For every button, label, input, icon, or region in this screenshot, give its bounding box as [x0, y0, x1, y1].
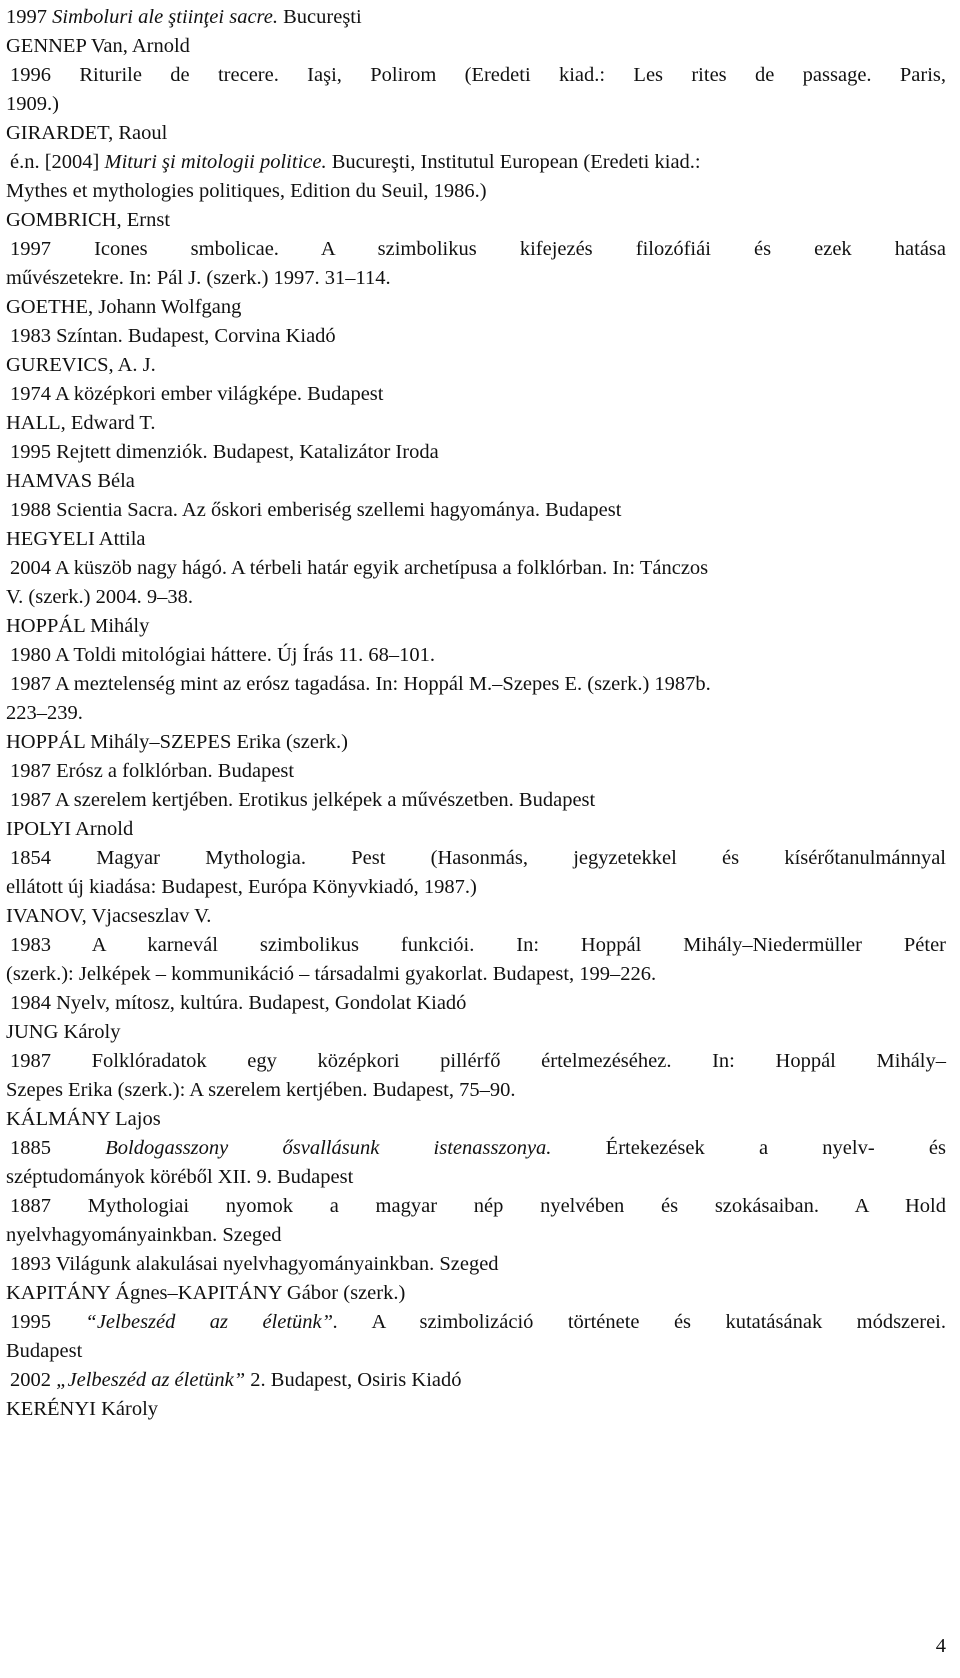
bib-entry-line: [6, 380, 956, 409]
bib-author-line: [6, 32, 956, 61]
bib-text: Mythes et mythologies politiques, Edition du Seuil, 1986.): [6, 180, 487, 202]
bib-text: 2002: [10, 1369, 57, 1391]
bib-entry-line: [6, 931, 946, 960]
bib-entry-line: [6, 438, 956, 467]
bib-text: HEGYELI Attila: [6, 528, 146, 550]
bib-continuation-line: [6, 90, 956, 119]
bib-text: 1997: [6, 6, 53, 28]
page-number: 4: [935, 1635, 946, 1657]
bib-text: IPOLYI Arnold: [6, 818, 134, 840]
bib-text: Értekezések a nyelv- és: [551, 1137, 946, 1159]
bib-text: széptudományok köréből XII. 9. Budapest: [6, 1166, 354, 1188]
bib-text: 223–239.: [6, 702, 83, 724]
bib-text: KERÉNYI Károly: [6, 1398, 159, 1420]
bib-text: 1983 Színtan. Budapest, Corvina Kiadó: [10, 325, 336, 347]
bib-text: GOETHE, Johann Wolfgang: [6, 296, 242, 318]
bib-continuation-line: [6, 1337, 956, 1366]
bib-entry-line: [6, 1308, 946, 1337]
bib-text: nyelvhagyományainkban. Szeged: [6, 1224, 282, 1246]
bib-text: V. (szerk.) 2004. 9–38.: [6, 586, 193, 608]
bib-text: Szepes Erika (szerk.): A szerelem kertjében. Budapest, 75–90.: [6, 1079, 516, 1101]
bib-author-line: [6, 1018, 956, 1047]
bib-text: 1995: [10, 1311, 86, 1333]
bib-text: Bucureşti, Institutul European (Eredeti kiad.:: [326, 151, 701, 173]
bib-entry-line: [6, 235, 946, 264]
bib-continuation-line: [6, 177, 956, 206]
bib-text: 1995 Rejtett dimenziók. Budapest, Katalizátor Iroda: [10, 441, 439, 463]
bib-text: 1987 Erósz a folklórban. Budapest: [10, 760, 295, 782]
bib-text: művészetekre. In: Pál J. (szerk.) 1997. 31–114.: [6, 267, 391, 289]
bib-author-line: [6, 293, 956, 322]
bib-text: ellátott új kiadása: Budapest, Európa Könyvkiadó, 1987.): [6, 876, 477, 898]
bib-entry-line: [6, 554, 956, 583]
bib-author-line: [6, 902, 956, 931]
bib-text: JUNG Károly: [6, 1021, 121, 1043]
bib-continuation-line: [6, 699, 956, 728]
bib-author-line: [6, 351, 956, 380]
bib-author-line: [6, 206, 956, 235]
bib-entry-line: [6, 989, 956, 1018]
bib-text: 1987 A meztelenség mint az erósz tagadása. In: Hoppál M.–Szepes E. (szerk.) 1987b.: [10, 673, 711, 695]
bib-text: A szimbolizáció története és kutatásának módszerei.: [338, 1311, 946, 1333]
bib-text: 2. Budapest, Osiris Kiadó: [245, 1369, 462, 1391]
bib-text: IVANOV, Vjacseszlav V.: [6, 905, 212, 927]
bib-text: HAMVAS Béla: [6, 470, 135, 492]
bib-text: 1887 Mythologiai nyomok a magyar nép nyelvében és szokásaiban. A Hold: [10, 1195, 946, 1217]
bib-author-line: [6, 728, 956, 757]
bib-author-line: [6, 1395, 956, 1424]
bib-entry-line: [6, 786, 956, 815]
bib-author-line: [6, 525, 956, 554]
bib-text: GUREVICS, A. J.: [6, 354, 156, 376]
bib-author-line: [6, 1279, 956, 1308]
bib-entry-line: [6, 1366, 956, 1395]
bib-continuation-line: [6, 1076, 956, 1105]
bib-text: 1996 Riturile de trecere. Iaşi, Polirom (Eredeti kiad.: Les rites de passage. Paris,: [10, 64, 946, 86]
bib-text: 1974 A középkori ember világképe. Budapest: [10, 383, 384, 405]
bib-author-line: [6, 815, 956, 844]
bib-entry-line: [6, 1250, 956, 1279]
bib-continuation-line: [6, 873, 956, 902]
bib-title-italic: Mituri şi mitologii politice.: [104, 151, 327, 173]
bib-text: 1987 Folklóradatok egy középkori pillérfő értelmezéséhez. In: Hoppál Mihály–: [10, 1050, 946, 1072]
bib-text: 1988 Scientia Sacra. Az őskori emberiség szellemi hagyománya. Budapest: [10, 499, 622, 521]
bib-text: 1854 Magyar Mythologia. Pest (Hasonmás, jegyzetekkel és kísérőtanulmánnyal: [10, 847, 946, 869]
bib-continuation-line: [6, 264, 956, 293]
bib-text: 1987 A szerelem kertjében. Erotikus jelképek a művészetben. Budapest: [10, 789, 596, 811]
bib-title-italic: “Jelbeszéd az életünk”.: [85, 1311, 339, 1333]
bib-text: 1909.): [6, 93, 59, 115]
bib-text: 2004 A küszöb nagy hágó. A térbeli határ egyik archetípusa a folklórban. In: Tánczos: [10, 557, 709, 579]
bib-entry-line: [6, 757, 956, 786]
bib-text: HOPPÁL Mihály–SZEPES Erika (szerk.): [6, 731, 349, 753]
bib-author-line: [6, 119, 956, 148]
bib-title-italic: Simboluri ale ştiinţei sacre.: [52, 6, 278, 28]
bib-entry-line: [6, 670, 956, 699]
bib-entry-line: [6, 1192, 946, 1221]
bib-text: é.n. [2004]: [10, 151, 105, 173]
bib-text: (szerk.): Jelképek – kommunikáció – társadalmi gyakorlat. Budapest, 199–226.: [6, 963, 657, 985]
bib-continuation-line: [6, 1221, 956, 1250]
bib-entry-line: [6, 61, 946, 90]
bib-entry-line: [6, 496, 956, 525]
bib-text: GIRARDET, Raoul: [6, 122, 168, 144]
bib-text: Budapest: [6, 1340, 83, 1362]
bib-entry-line: [6, 1047, 946, 1076]
bibliography-page: [6, 3, 956, 1424]
bib-entry-line: [6, 148, 956, 177]
bib-continuation-line: [6, 1163, 956, 1192]
bib-text: HOPPÁL Mihály: [6, 615, 150, 637]
bib-entry-line: [6, 844, 946, 873]
bib-author-line: [6, 467, 956, 496]
bib-author-line: [6, 612, 956, 641]
bib-title-italic: „Jelbeszéd az életünk”: [56, 1369, 246, 1391]
bib-continuation-line: [6, 960, 956, 989]
bib-title-italic: Boldogasszony ősvallásunk istenasszonya.: [105, 1137, 552, 1159]
bib-text: 1980 A Toldi mitológiai háttere. Új Írás 11. 68–101.: [10, 644, 436, 666]
bib-author-line: [6, 409, 956, 438]
bib-entry-line: [6, 322, 956, 351]
bib-text: KAPITÁNY Ágnes–KAPITÁNY Gábor (szerk.): [6, 1282, 406, 1304]
bib-text: 1997 Icones smbolicae. A szimbolikus kifejezés filozófiái és ezek hatása: [10, 238, 946, 260]
bib-text: 1885: [10, 1137, 106, 1159]
bib-text: 1983 A karnevál szimbolikus funkciói. In: Hoppál Mihály–Niedermüller Péter: [10, 934, 946, 956]
bib-entry-line: [6, 1134, 946, 1163]
bib-text: GENNEP Van, Arnold: [6, 35, 190, 57]
bib-entry-line: [6, 641, 956, 670]
bib-text: KÁLMÁNY Lajos: [6, 1108, 161, 1130]
bib-text: Bucureşti: [278, 6, 362, 28]
bib-text: 1893 Világunk alakulásai nyelvhagyományainkban. Szeged: [10, 1253, 499, 1275]
bib-continuation-line: [6, 3, 956, 32]
bib-text: GOMBRICH, Ernst: [6, 209, 171, 231]
bib-text: 1984 Nyelv, mítosz, kultúra. Budapest, Gondolat Kiadó: [10, 992, 467, 1014]
bib-continuation-line: [6, 583, 956, 612]
bib-text: HALL, Edward T.: [6, 412, 156, 434]
bib-author-line: [6, 1105, 956, 1134]
